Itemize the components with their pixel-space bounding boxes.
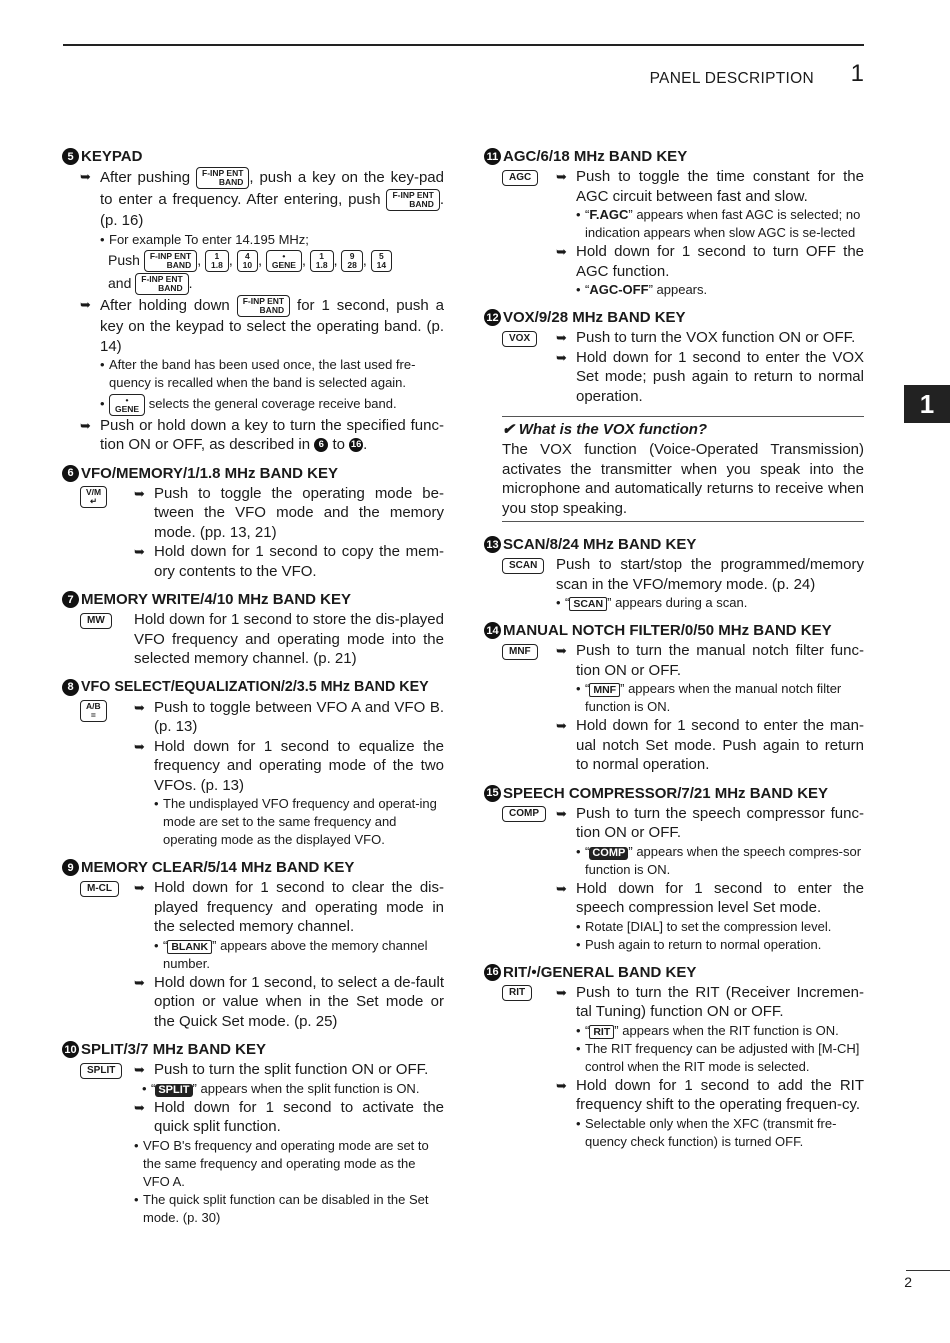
section-number-badge: 10 [62, 1041, 79, 1058]
mnf-indicator: MNF [589, 683, 620, 697]
ab-text-2: Hold down for 1 second to equalize the frequency and operating mode of the two VFOs. (p. 13) [154, 737, 444, 794]
left-column [62, 146, 444, 1235]
key-1: 1 1.8 [310, 250, 334, 272]
key-1: 1 1.8 [205, 250, 229, 272]
rit-indicator: RIT [589, 1025, 614, 1039]
note-text: selects the general coverage receive band. [148, 396, 397, 412]
section-title [62, 146, 444, 167]
vm-key: V/M ↵ [80, 486, 107, 508]
split-text-1: Push to turn the split function ON or OFF. [154, 1061, 429, 1079]
blank-indicator: BLANK [167, 940, 212, 954]
chapter-side-tab: 1 [904, 385, 950, 423]
page-number: 2 [904, 1274, 912, 1290]
section-keypad: 5 KEYPAD ➥ After pushing F-INP ENT BAND , push a key on the key-pad to enter a frequency. After entering, push F-INP ENT BAND . (p. 16) • For example To enter 14.195 MHz; Push F-INP ENT BAND , 1 1.8 , 4 10 , • GENE , 1 1.8 , 9 28 , 5 14 and F-INP ENT BAND . ➥ After holding down F-INP ENT BAND for 1 second, push a key on the keypad to select the operating band. (p. 14) • After the band has been used once, the last used fre-quency is recalled when the band is selected again. • • GENE selects the general coverage receive band. ➥ Push or hold down a key to turn the specified func-tion ON or OFF, as described in 6 to 16 . [62, 146, 444, 455]
example-key-sequence: Push F-INP ENT BAND , 1 1.8 , 4 10 , • GENE , 1 1.8 , 9 28 , 5 14 and F-INP ENT BAND . [80, 249, 444, 296]
vfo-text-1: Push to toggle the operating mode be-tween the VFO mode and the memory mode. (pp. 13, 21) [154, 484, 444, 541]
key-gene: • GENE [266, 250, 302, 272]
key-gene: • GENE [109, 394, 145, 416]
section-heading: MEMORY CLEAR/5/14 MHz BAND KEY [81, 859, 355, 877]
section-heading: AGC/6/18 MHz BAND KEY [503, 148, 688, 165]
section-heading: MANUAL NOTCH FILTER/0/50 MHz BAND KEY [503, 622, 832, 639]
key-9: 9 28 [341, 250, 362, 272]
section-number-badge: 14 [484, 622, 501, 639]
keypad-text-2: After holding down F-INP ENT BAND for 1 second, push a key on the keypad to select the operating band. (p. 14) [100, 296, 445, 355]
ab-key: A/B = [80, 700, 107, 722]
section-number-badge: 15 [484, 785, 501, 802]
section-number-badge: 7 [62, 591, 79, 608]
vox-key: VOX [502, 331, 537, 347]
section-memory-write [62, 589, 444, 669]
f-inp-key: F-INP ENT BAND [144, 250, 197, 272]
example-text: For example To enter 14.195 MHz; [109, 231, 309, 247]
split-key: SPLIT [80, 1063, 122, 1079]
rit-key: RIT [502, 985, 532, 1001]
mnf-key: MNF [502, 644, 538, 660]
section-heading: RIT/•/GENERAL BAND KEY [503, 963, 697, 981]
check-icon: ✔ [502, 421, 515, 438]
agc-key: AGC [502, 170, 538, 186]
header-title: PANEL DESCRIPTION [649, 70, 814, 87]
section-heading: SCAN/8/24 MHz BAND KEY [503, 536, 697, 553]
arrow-icon: ➥ [80, 417, 91, 433]
comp-key: COMP [502, 806, 546, 822]
top-rule [63, 44, 864, 46]
f-inp-key: F-INP ENT BAND [196, 167, 249, 189]
section-vfo-select: 8 VFO SELECT/EQUALIZATION/2/3.5 MHz BAND KEY A/B = ➥ Push to toggle between VFO A and VFO B. (p. 13) ➥ Hold down for 1 second to equalize the frequency and operating mode of the two VFOs. (p. 13) • The undisplayed VFO frequency and operat-ing mode are set to the same frequency and operating mode as the displayed VFO. [62, 677, 444, 850]
section-manual-notch: 14 MANUAL NOTCH FILTER/0/50 MHz BAND KEY MNF ➥ Push to turn the manual notch filter func-tion ON or OFF. • “ MNF ” appears when the manual notch filter function is ON. ➥ Hold down for 1 second to enter the man-ual notch Set mode. Push again to return to normal operation. [484, 620, 864, 775]
split-text-2: Hold down for 1 second to activate the quick split function. [154, 1098, 444, 1136]
key-5: 5 14 [371, 250, 392, 272]
mcl-key: M-CL [80, 881, 119, 897]
section-heading: SPLIT/3/7 MHz BAND KEY [81, 1041, 267, 1059]
section-heading: KEYPAD [81, 148, 143, 165]
vox-info-box [502, 416, 864, 522]
mw-text: Hold down for 1 second to store the dis-played VFO frequency and operating mode into the selected memory channel. (p. 21) [134, 611, 444, 668]
scan-indicator: SCAN [569, 597, 607, 611]
footer-rule [906, 1270, 950, 1271]
section-speech-compressor: 15 SPEECH COMPRESSOR/7/21 MHz BAND KEY COMP ➥ Push to turn the speech compressor func-tion ON or OFF. • “ COMP ” appears when the speech compres-sor function is ON. ➥ Hold down for 1 second to enter the speech compression level Set mode. • Rotate [DIAL] to set the compression level. • Push again to return to normal operation. [484, 783, 864, 954]
vfo-text-2: Hold down for 1 second to copy the mem-ory contents to the VFO. [154, 543, 444, 580]
arrow-icon: ➥ [80, 169, 91, 184]
keypad-text-1: After pushing F-INP ENT BAND , push a key on the key-pad to enter a frequency. After entering, push F-INP ENT BAND . (p. 16) [100, 168, 445, 229]
section-heading: MEMORY WRITE/4/10 MHz BAND KEY [81, 591, 352, 609]
mw-key: MW [80, 613, 112, 629]
section-memory-clear: 9 MEMORY CLEAR/5/14 MHz BAND KEY M-CL ➥ Hold down for 1 second to clear the dis-played frequency and operating mode in the selected memory channel. • “ BLANK ” appears above the memory channel number. ➥ Hold down for 1 second, to select a de-fault option or value when in the Set mode or the Quick Set mode. (p. 25) [62, 857, 444, 1031]
section-split: 10 SPLIT/3/7 MHz BAND KEY SPLIT ➥ Push to turn the split function ON or OFF. • “ SPLIT ” appears when the split function is ON. ➥ Hold down for 1 second to activate the quick split function. • VFO B's frequency and operating mode are set to the same frequency and operating mode as the VFO A. • The quick split function can be disabled in the Set mode. (p. 30) [62, 1039, 444, 1227]
comp-indicator: COMP [589, 847, 628, 860]
section-heading: VOX/9/28 MHz BAND KEY [503, 309, 686, 326]
section-number-badge: 13 [484, 536, 501, 553]
section-agc: 11 AGC/6/18 MHz BAND KEY AGC ➥ Push to toggle the time constant for the AGC circuit between fast and slow. • “F.AGC” appears when fast AGC is selected; no indication appears when slow AGC is se-lected ➥ Hold down for 1 second to turn OFF the AGC function. • “AGC-OFF” appears. [484, 146, 864, 299]
f-inp-key: F-INP ENT BAND [386, 189, 439, 211]
chapter-number: 1 [850, 60, 864, 87]
note-text: The undisplayed VFO frequency and operat-ing mode are set to the same frequency and operating mode as the displayed VFO. [163, 796, 437, 848]
section-vox: 12 VOX/9/28 MHz BAND KEY VOX ➥ Push to turn the VOX function ON or OFF. ➥ Hold down for 1 second to enter the VOX Set mode; push again to return to normal operation. [484, 307, 864, 406]
arrow-icon: ➥ [80, 297, 91, 313]
keypad-text-3: Push or hold down a key to turn the specified func-tion ON or OFF, as described in 6 to 16 . [100, 416, 444, 454]
section-scan: 13 SCAN/8/24 MHz BAND KEY SCAN Push to start/stop the programmed/memory scan in the VFO/memory mode. (p. 24) • “ SCAN ” appears during a scan. [484, 534, 864, 612]
vox-box-text: The VOX function (Voice-Operated Transmission) activates the transmitter when you speak into the microphone and automatically returns to receive when you stop speaking. [502, 441, 864, 517]
section-vfo-memory: 6 VFO/MEMORY/1/1.8 MHz BAND KEY V/M ↵ ➥ Push to toggle the operating mode be-tween the VFO mode and the memory mode. (pp. 13, 21) ➥ Hold down for 1 second to copy the mem-ory contents to the VFO. [62, 463, 444, 582]
key-4: 4 10 [237, 250, 258, 272]
f-inp-key: F-INP ENT BAND [135, 273, 188, 295]
section-number-badge: 12 [484, 309, 501, 326]
right-column [484, 146, 864, 1159]
section-number-badge: 11 [484, 148, 501, 165]
note-text: After the band has been used once, the last used fre-quency is recalled when the band is selected again. [109, 357, 416, 391]
section-number-badge: 8 [62, 679, 79, 696]
f-inp-key: F-INP ENT BAND [237, 295, 290, 317]
section-number-badge: 6 [62, 465, 79, 482]
mcl-text-1: Hold down for 1 second to clear the dis-played frequency and operating mode in the selected memory channel. [154, 879, 444, 936]
mcl-text-2: Hold down for 1 second, to select a de-fault option or value when in the Set mode or the Quick Set mode. (p. 25) [154, 973, 444, 1030]
vox-box-title: What is the VOX function? [518, 421, 708, 438]
section-number-badge: 16 [484, 964, 501, 981]
section-number-badge: 9 [62, 859, 79, 876]
section-rit: 16 RIT/•/GENERAL BAND KEY RIT ➥ Push to turn the RIT (Receiver Incremen-tal Tuning) function ON or OFF. • “ RIT ” appears when the RIT function is ON. • The RIT frequency can be adjusted with [M-CH] control when the RIT mode is selected. ➥ Hold down for 1 second to add the RIT frequency shift to the operating frequen-cy. • Selectable only when the XFC (transmit fre-quency check function) is turned OFF. [484, 962, 864, 1151]
section-heading: SPEECH COMPRESSOR/7/21 MHz BAND KEY [503, 784, 829, 802]
section-number-badge: 5 [62, 148, 79, 165]
scan-key: SCAN [502, 558, 544, 574]
section-heading: VFO/MEMORY/1/1.8 MHz BAND KEY [81, 464, 338, 482]
ab-text-1: Push to toggle between VFO A and VFO B. (p. 13) [154, 698, 444, 736]
split-indicator: SPLIT [155, 1084, 192, 1097]
section-heading: VFO SELECT/EQUALIZATION/2/3.5 MHz BAND KEY [81, 679, 429, 696]
